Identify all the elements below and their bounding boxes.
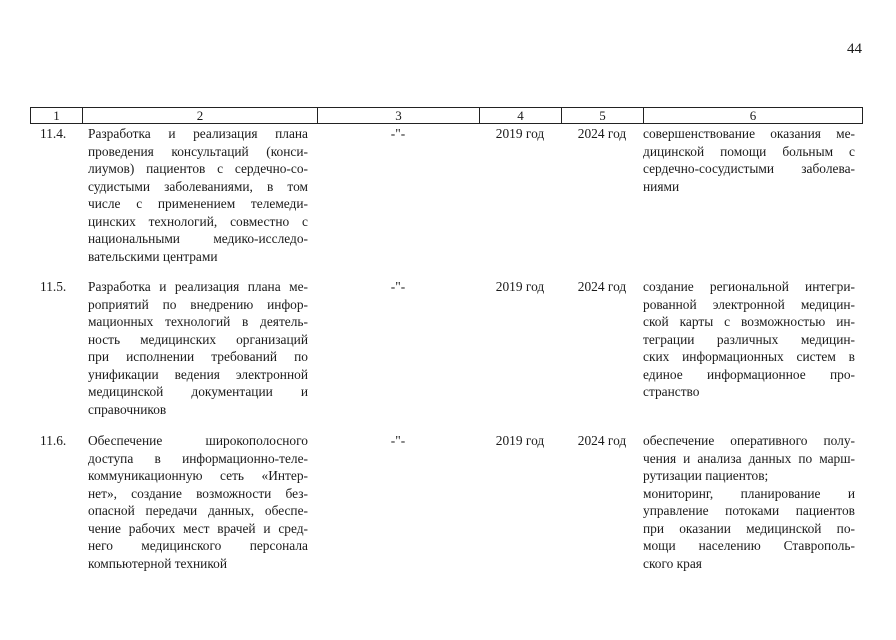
result-line: мониторинг, планирование и bbox=[643, 485, 855, 501]
header-row bbox=[31, 108, 863, 124]
row-result bbox=[643, 432, 855, 572]
result-line: обеспечение оперативного полу- bbox=[643, 433, 855, 448]
description-line: роприятий по внедрению инфор- bbox=[88, 296, 308, 312]
result-line: странство bbox=[643, 384, 700, 399]
row-result bbox=[643, 278, 855, 401]
description-line: при исполнении требований по bbox=[88, 349, 308, 364]
row-start-date: 2019 год bbox=[495, 433, 545, 448]
row-number: 11.6. bbox=[40, 433, 67, 448]
header-col-5: 5 bbox=[562, 108, 644, 124]
description-line: компьютерной техникой bbox=[88, 555, 228, 571]
description-line: национальными медико-исследо- bbox=[88, 231, 308, 246]
description-line: числе с применением телемеди- bbox=[88, 196, 308, 211]
row-description bbox=[88, 125, 308, 265]
row-result bbox=[643, 125, 855, 195]
result-line: сердечно-сосудистыми заболева- bbox=[643, 161, 855, 176]
table-header bbox=[30, 107, 863, 124]
header-col-1: 1 bbox=[31, 108, 83, 124]
row-end-date: 2024 год bbox=[577, 433, 627, 448]
result-line: чения и анализа данных по марш- bbox=[643, 450, 855, 466]
result-line: ской карты с возможностью ин- bbox=[643, 314, 855, 329]
description-line: коммуникационную сеть «Интер- bbox=[88, 468, 308, 483]
description-line: унификации ведения электронной bbox=[88, 366, 308, 382]
description-line: чение рабочих мест врачей и сред- bbox=[88, 520, 308, 536]
row-end-date: 2024 год bbox=[577, 126, 627, 141]
result-line: ского края bbox=[643, 555, 702, 571]
header-col-4: 4 bbox=[480, 108, 562, 124]
row-executor: -"- bbox=[390, 126, 406, 141]
result-line: управление потоками пациентов bbox=[643, 503, 855, 518]
row-start-date: 2019 год bbox=[495, 279, 545, 294]
row-start-date: 2019 год bbox=[495, 126, 545, 141]
result-line: единое информационное про- bbox=[643, 366, 855, 382]
description-line: Разработка и реализация плана ме- bbox=[88, 279, 308, 294]
row-executor: -"- bbox=[390, 433, 406, 448]
result-line: при оказании медицинской по- bbox=[643, 520, 855, 536]
result-line: рованной электронной медицин- bbox=[643, 296, 855, 312]
header-col-2: 2 bbox=[83, 108, 318, 124]
result-line: ниями bbox=[643, 178, 680, 194]
header-col-3: 3 bbox=[318, 108, 480, 124]
description-line: мационных технологий в деятель- bbox=[88, 314, 308, 329]
description-line: цинских технологий, совместно с bbox=[88, 213, 308, 229]
row-number: 11.4. bbox=[40, 126, 67, 141]
header-col-6: 6 bbox=[644, 108, 863, 124]
result-line: создание региональной интегри- bbox=[643, 279, 855, 294]
description-line: медицинской документации и bbox=[88, 384, 308, 399]
description-line: лиумов) пациентов с сердечно-со- bbox=[88, 161, 308, 176]
description-line: него медицинского персонала bbox=[88, 538, 308, 553]
description-line: проведения консультаций (конси- bbox=[88, 143, 308, 159]
row-description bbox=[88, 278, 308, 418]
description-line: вательскими центрами bbox=[88, 248, 218, 264]
page-number: 44 bbox=[847, 41, 862, 57]
row-description bbox=[88, 432, 308, 572]
result-line: дицинской помощи больным с bbox=[643, 143, 855, 159]
row-end-date: 2024 год bbox=[577, 279, 627, 294]
result-line: теграции различных медицин- bbox=[643, 331, 855, 347]
description-line: доступа в информационно-теле- bbox=[88, 450, 308, 466]
result-line: рутизации пациентов; bbox=[643, 468, 769, 483]
row-executor: -"- bbox=[390, 279, 406, 294]
result-line: совершенствование оказания ме- bbox=[643, 126, 855, 141]
description-line: нет», создание возможности без- bbox=[88, 485, 308, 501]
description-line: Обеспечение широкополосного bbox=[88, 433, 308, 448]
result-line: мощи населению Ставрополь- bbox=[643, 538, 855, 553]
description-line: опасной передачи данных, обеспе- bbox=[88, 503, 308, 518]
description-line: судистыми заболеваниями, в том bbox=[88, 178, 308, 194]
result-line: ских информационных систем в bbox=[643, 349, 855, 364]
description-line: Разработка и реализация плана bbox=[88, 126, 308, 141]
row-number: 11.5. bbox=[40, 279, 67, 294]
description-line: справочников bbox=[88, 401, 167, 417]
description-line: ность медицинских организаций bbox=[88, 331, 308, 347]
